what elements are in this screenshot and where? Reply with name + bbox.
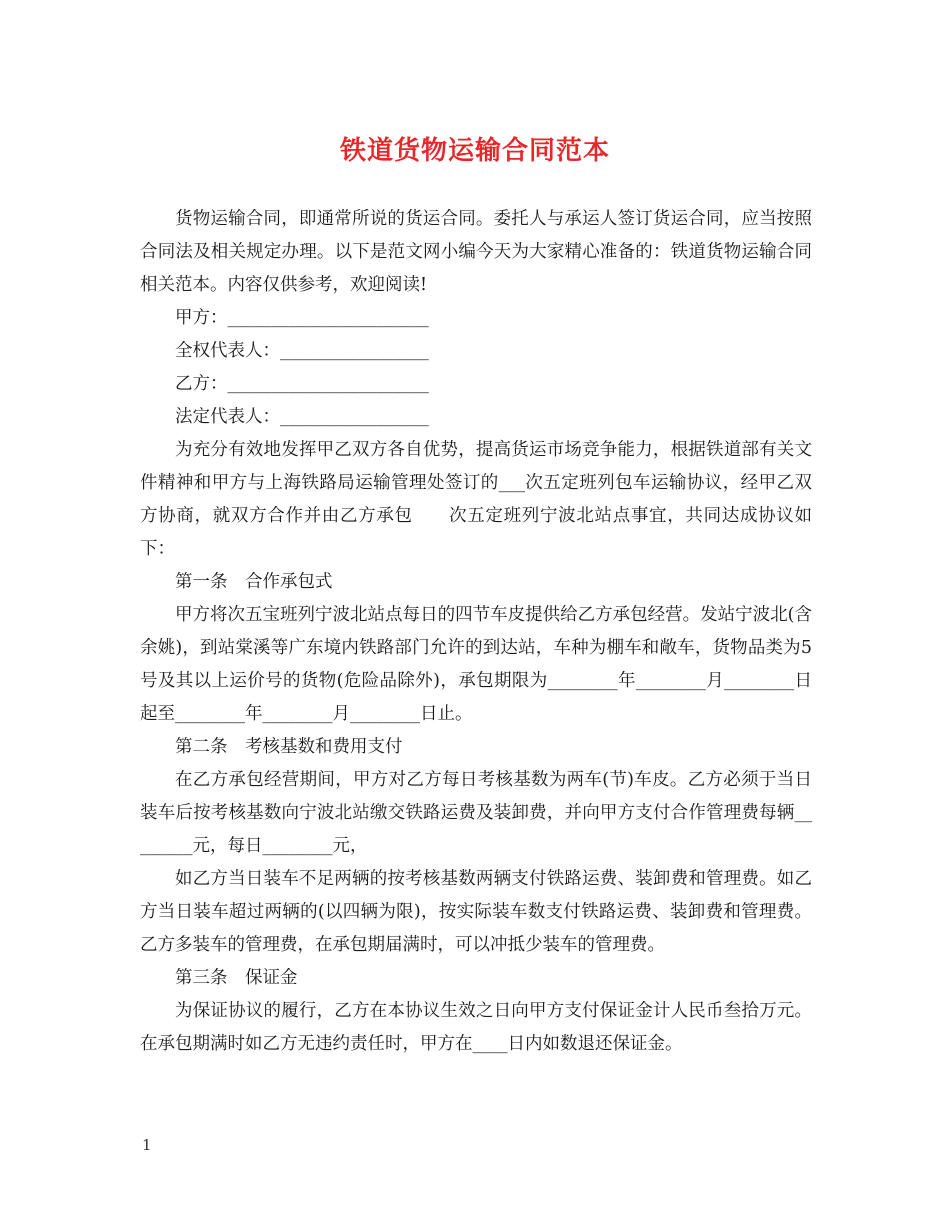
article-1-paragraph: 甲方将次五宝班列宁波北站点每日的四节车皮提供给乙方承包经营。发站宁波北(含余姚)，到站棠溪等广东境内铁路部门允许的到达站，车种为棚车和敞车，货物品类为5号及其以上运价号的货物(危险品除外)，承包期限为________年________月________日起至________年________月________日止。 xyxy=(140,605,812,724)
party-a-representative-field: 全权代表人：_________________ xyxy=(175,341,429,361)
article-2-paragraph-2: 如乙方当日装车不足两辆的按考核基数两辆支付铁路运费、装卸费和管理费。如乙方当日装车超过两辆的(以四辆为限)，按实际装车数支付铁路运费、装卸费和管理费。乙方多装车的管理费，在承包期届满时，可以冲抵少装车的管理费。 xyxy=(140,869,812,955)
party-a-field: 甲方：_______________________ xyxy=(175,308,429,328)
article-2-paragraph-1: 在乙方承包经营期间，甲方对乙方每日考核基数为两车(节)车皮。乙方必须于当日装车后按考核基数向宁波北站缴交铁路运费及装卸费，并向甲方支付合作管理费每辆________元，每日________元， xyxy=(140,770,812,856)
document-title: 铁道货物运输合同范本 xyxy=(339,136,610,166)
party-b-legal-representative-field: 法定代表人：_________________ xyxy=(175,407,429,427)
article-1-heading: 第一条 合作承包式 xyxy=(175,572,333,592)
party-b-field: 乙方：_______________________ xyxy=(175,374,429,394)
intro-paragraph: 货物运输合同，即通常所说的货运合同。委托人与承运人签订货运合同，应当按照合同法及相关规定办理。以下是范文网小编今天为大家精心准备的：铁道货物运输合同相关范本。内容仅供参考，欢迎阅读! xyxy=(140,209,812,295)
article-3-heading: 第三条 保证金 xyxy=(175,968,298,988)
page-number: 1 xyxy=(142,1136,152,1154)
document-body xyxy=(140,203,812,1061)
article-2-heading: 第二条 考核基数和费用支付 xyxy=(175,737,403,757)
preamble-paragraph: 为充分有效地发挥甲乙双方各自优势，提高货运市场竞争能力，根据铁道部有关文件精神和甲方与上海铁路局运输管理处签订的___次五定班列包车运输协议，经甲乙双方协商，就双方合作并由乙方承包 次五定班列宁波北站点事宜，共同达成协议如下： xyxy=(140,440,812,559)
article-3-paragraph: 为保证协议的履行，乙方在本协议生效之日向甲方支付保证金计人民币叁拾万元。在承包期满时如乙方无违约责任时，甲方在____日内如数退还保证金。 xyxy=(140,1001,812,1054)
